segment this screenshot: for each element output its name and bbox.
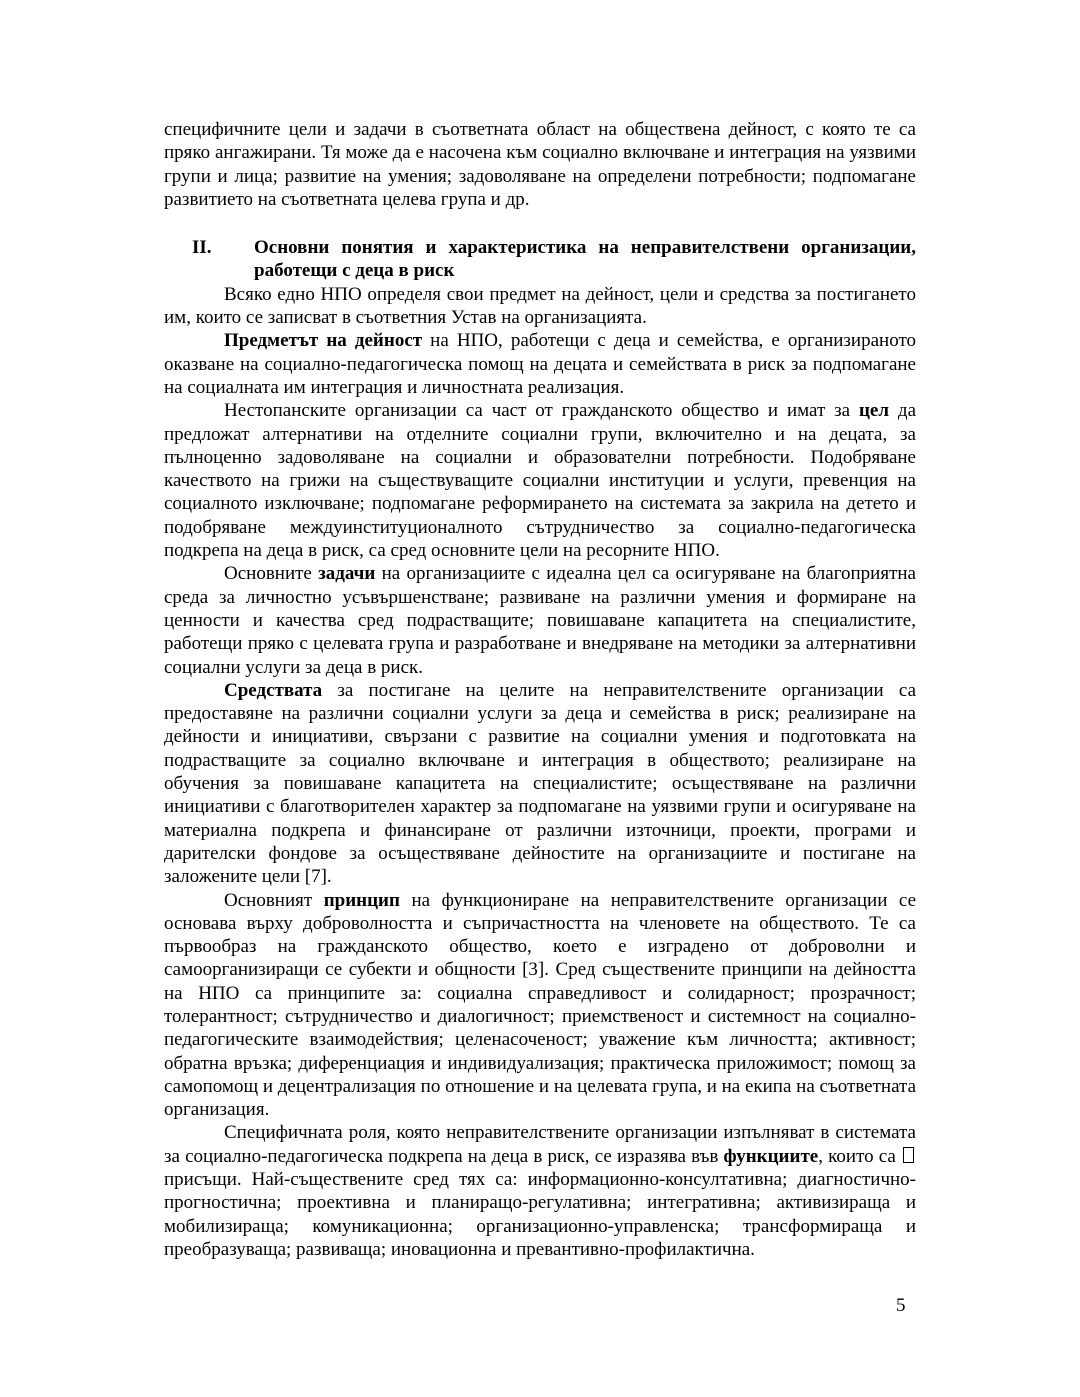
paragraph-subject: Всяко едно НПО определя свои предмет на дейност, цели и средства за постигането им, които се записват в съответния Устав на организацията. <box>164 283 916 329</box>
paragraph-text: на функциониране на неправителствените организации се основава върху доброволността и съпричастността на членовете на обществото. Те са първообраз на гражданското общество, което е изградено от доброволни и самоорганизиращи се субекти и общности [3]. Сред съществените принципи на дейността на НПО са принципите за: социална справедливост и солидарност; прозрачност; толерантност; сътрудничество и диалогичност; приемственост и системност на социално-педагогическите взаимодействия; целенасоченост; уважение към личността; активност; обратна връзка; диференциация и индивидуализация; практическа приложимост; помощ за самопомощ и децентрализация по отношение и на целевата група, и на екипа на съответната организация. <box>164 889 916 1121</box>
term-means: Средствата <box>224 679 323 701</box>
section-number: II. <box>192 237 212 259</box>
paragraph-text: на организациите с идеална цел са осигуряване на благоприятна среда за личностно усъвършенстване; развиване на различни умения и формиране на ценности и качества сред подрастващите; повишаване капацитета на специалистите, работещи пряко с целевата група и разработване и внедряване на методики за алтернативни социални услуги за деца в риск. <box>164 563 916 678</box>
section-title: Основни понятия и характеристика на неправителствени организации, работещи с деца в риск <box>254 237 916 282</box>
paragraph-tasks <box>164 562 916 678</box>
paragraph-principle <box>164 889 916 1122</box>
paragraph-text: , които са <box>818 1145 902 1167</box>
document-page <box>164 118 916 1261</box>
paragraph-text: Нестопанските организации са част от гражданското общество и имат за <box>224 400 859 422</box>
term-subject: Предметът на дейност <box>224 330 423 352</box>
paragraph-text: за постигане на целите на неправителствените организации са предоставяне на различни социални услуги за деца и семейства в риск; реализиране на дейности и инициативи, свързани с развитие на социални умения и подготовката на подрастващите за социално включване и интеграция в обществото; реализиране на обучения за повишаване капацитета на специалистите; осъществяване на различни инициативи с благотворителен характер за подпомагане на уязвими групи и осигуряване на материална подкрепа и финансиране от различни източници, проекти, програми и дарителски фондове за осъществяване дейностите на организациите и постигане на заложените цели [7]. <box>164 679 916 888</box>
paragraph-text: Специфичната роля, която неправителствените организации изпълняват в системата за социално-педагогическа подкрепа на деца в риск, се изразява във <box>164 1122 916 1167</box>
paragraph-text: Основните <box>224 563 319 585</box>
term-tasks: задачи <box>318 563 376 585</box>
paragraph-goal <box>164 399 916 562</box>
section-heading <box>164 236 916 283</box>
page-number: 5 <box>896 1295 906 1316</box>
paragraph-text: да предложат алтернативи на отделните социални групи, включително и на децата, за пълноценно задоволяване на социални и образователни потребности. Подобряване качеството на грижи на съществуващите социални институции и услуги, превенция на социалното изключване; подпомагане реформирането на системата за закрила на детето и подобряване междуинституционалното сътрудничество за социално-педагогическа подкрепа на деца в риск, са сред основните цели на ресорните НПО. <box>164 400 916 562</box>
paragraph-functions <box>164 1121 916 1261</box>
paragraph-text: присъщи. Най-съществените сред тях са: информационно-консултативна; диагностично-прогностична; проективна и планиращо-регулативна; интегративна; активизираща и мобилизираща; комуникационна; организационно-управленска; трансформираща и преобразуваща; развиваща; иновационна и превантивно-профилактична. <box>164 1169 916 1260</box>
term-functions: функциите <box>723 1145 819 1167</box>
paragraph-intro: специфичните цели и задачи в съответната област на обществена дейност, с която те са пряко ангажирани. Тя може да е насочена към социално включване и интеграция на уязвими групи и лица; развитие на умения; задоволяване на определени потребности; подпомагане развитието на съответната целева група и др. <box>164 119 916 210</box>
paragraph-text: Основният <box>224 889 324 911</box>
paragraph-means <box>164 679 916 889</box>
paragraph-text: на НПО, работещи с деца и семейства, е организираното оказване на социално-педагогическа помощ на децата и семействата в риск за подпомагане на социалната им интеграция и личностната реализация. <box>164 330 916 398</box>
term-principle: принцип <box>323 889 400 911</box>
term-goal: цел <box>858 400 890 422</box>
paragraph-activity-subject <box>164 329 916 399</box>
missing-glyph-icon <box>903 1147 914 1163</box>
